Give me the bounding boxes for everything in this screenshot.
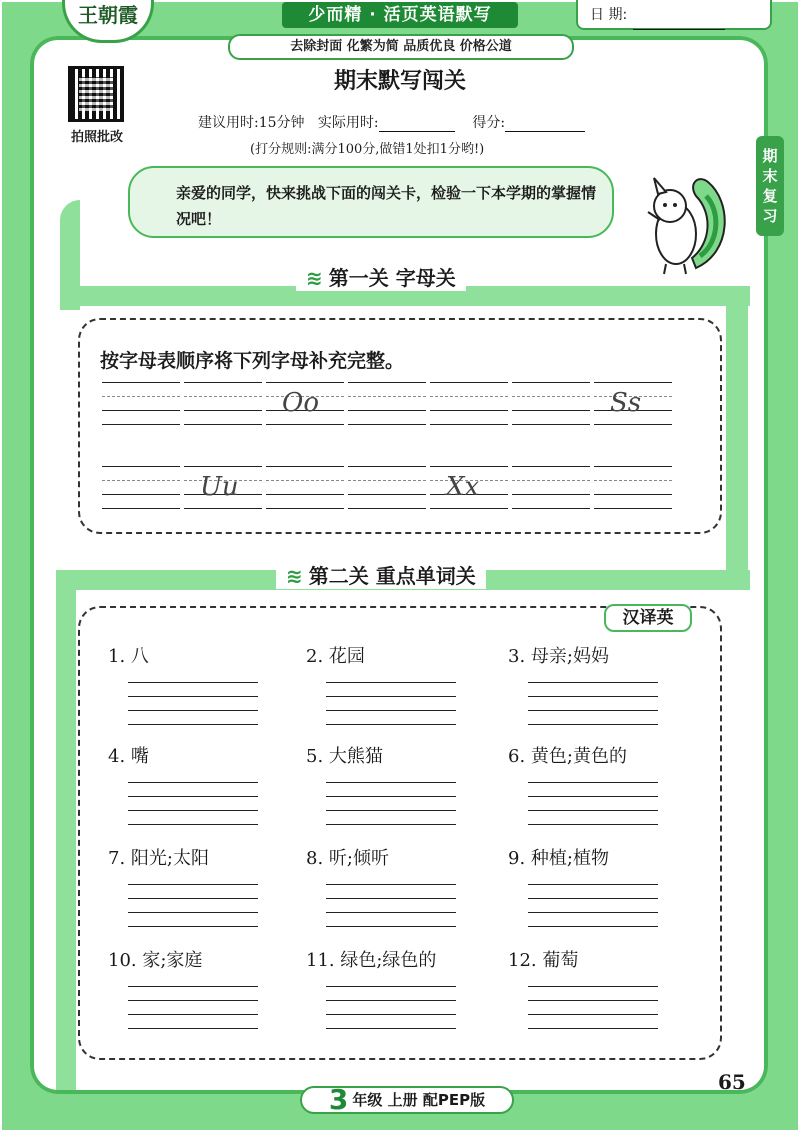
qr-label: 拍照批改 <box>70 130 123 145</box>
actual-time-label: 实际用时: <box>317 115 379 131</box>
letter-writing-lines[interactable] <box>184 466 262 508</box>
translate-tag: 汉译英 <box>604 604 692 632</box>
vocab-prompt: 10. 家;家庭 <box>108 950 203 971</box>
track-segment <box>56 570 76 1090</box>
squirrel-mascot-icon <box>636 172 732 276</box>
vocab-prompt: 3. 母亲;妈妈 <box>508 646 609 667</box>
answer-lines[interactable] <box>326 682 456 728</box>
letter-writing-lines[interactable] <box>102 466 180 508</box>
vocab-prompt: 2. 花园 <box>306 646 365 667</box>
vocab-prompt: 6. 黄色;黄色的 <box>508 746 627 767</box>
slogan-bar: 去除封面 化繁为简 品质优良 价格公道 <box>228 34 574 60</box>
vocab-prompt: 7. 阳光;太阳 <box>108 848 209 869</box>
answer-lines[interactable] <box>128 986 258 1032</box>
answer-lines[interactable] <box>326 986 456 1032</box>
letter-writing-lines[interactable] <box>184 382 262 424</box>
vocab-prompt: 1. 八 <box>108 646 149 667</box>
score-label: 得分: <box>472 115 506 131</box>
vocab-prompt: 12. 葡萄 <box>508 950 579 971</box>
time-score-row <box>198 112 585 132</box>
letter-writing-lines[interactable] <box>266 382 344 424</box>
answer-lines[interactable] <box>128 884 258 930</box>
page-number: 65 <box>718 1070 746 1094</box>
answer-lines[interactable] <box>326 782 456 828</box>
letter-writing-lines[interactable] <box>266 466 344 508</box>
actual-time-blank[interactable] <box>379 117 455 132</box>
given-letter: Oo <box>282 388 319 418</box>
suggested-time: 建议用时:15分钟 <box>198 115 305 131</box>
answer-lines[interactable] <box>528 682 658 728</box>
vocab-prompt: 8. 听;倾听 <box>306 848 389 869</box>
letter-writing-lines[interactable] <box>512 382 590 424</box>
track-segment <box>726 286 748 576</box>
letter-writing-lines[interactable] <box>594 382 672 424</box>
letters-instruction: 按字母表顺序将下列字母补充完整。 <box>100 350 405 372</box>
letter-writing-lines[interactable] <box>348 382 426 424</box>
vocab-prompt: 4. 嘴 <box>108 746 149 767</box>
letter-writing-lines[interactable] <box>594 466 672 508</box>
answer-lines[interactable] <box>326 884 456 930</box>
vocab-prompt: 11. 绿色;绿色的 <box>306 950 437 971</box>
vocab-prompt: 5. 大熊猫 <box>306 746 383 767</box>
answer-lines[interactable] <box>128 682 258 728</box>
letter-writing-lines[interactable] <box>102 382 180 424</box>
letter-writing-lines[interactable] <box>430 382 508 424</box>
date-field[interactable] <box>576 0 772 30</box>
letter-writing-lines[interactable] <box>512 466 590 508</box>
date-blank[interactable] <box>633 15 725 30</box>
qr-code-icon[interactable] <box>68 66 124 122</box>
date-label: 日 期: <box>590 7 628 23</box>
section1-title: ≋ 第一关 字母关 <box>296 262 466 291</box>
answer-lines[interactable] <box>128 782 258 828</box>
page-title: 期末默写闯关 <box>333 69 466 94</box>
brand-logo: 王朝霞 <box>62 0 154 43</box>
given-letter: Ss <box>610 388 642 418</box>
side-tab: 期末复习 <box>756 136 784 236</box>
intro-bubble: 亲爱的同学，快来挑战下面的闯关卡，检验一下本学期的掌握情况吧！ <box>128 166 614 238</box>
answer-lines[interactable] <box>528 782 658 828</box>
section2-title: ≋ 第二关 重点单词关 <box>276 560 486 589</box>
given-letter: Xx <box>446 472 480 502</box>
letter-writing-lines[interactable] <box>430 466 508 508</box>
grade-footer: 3 年级 上册 配PEP版 <box>300 1086 514 1114</box>
answer-lines[interactable] <box>528 986 658 1032</box>
score-blank[interactable] <box>505 117 585 132</box>
letter-writing-lines[interactable] <box>348 466 426 508</box>
vocab-prompt: 9. 种植;植物 <box>508 848 609 869</box>
answer-lines[interactable] <box>528 884 658 930</box>
given-letter: Uu <box>200 472 239 502</box>
scoring-rule: (打分规则:满分100分,做错1处扣1分哟!) <box>250 142 485 157</box>
series-banner: 少而精 · 活页英语默写 <box>282 2 518 28</box>
